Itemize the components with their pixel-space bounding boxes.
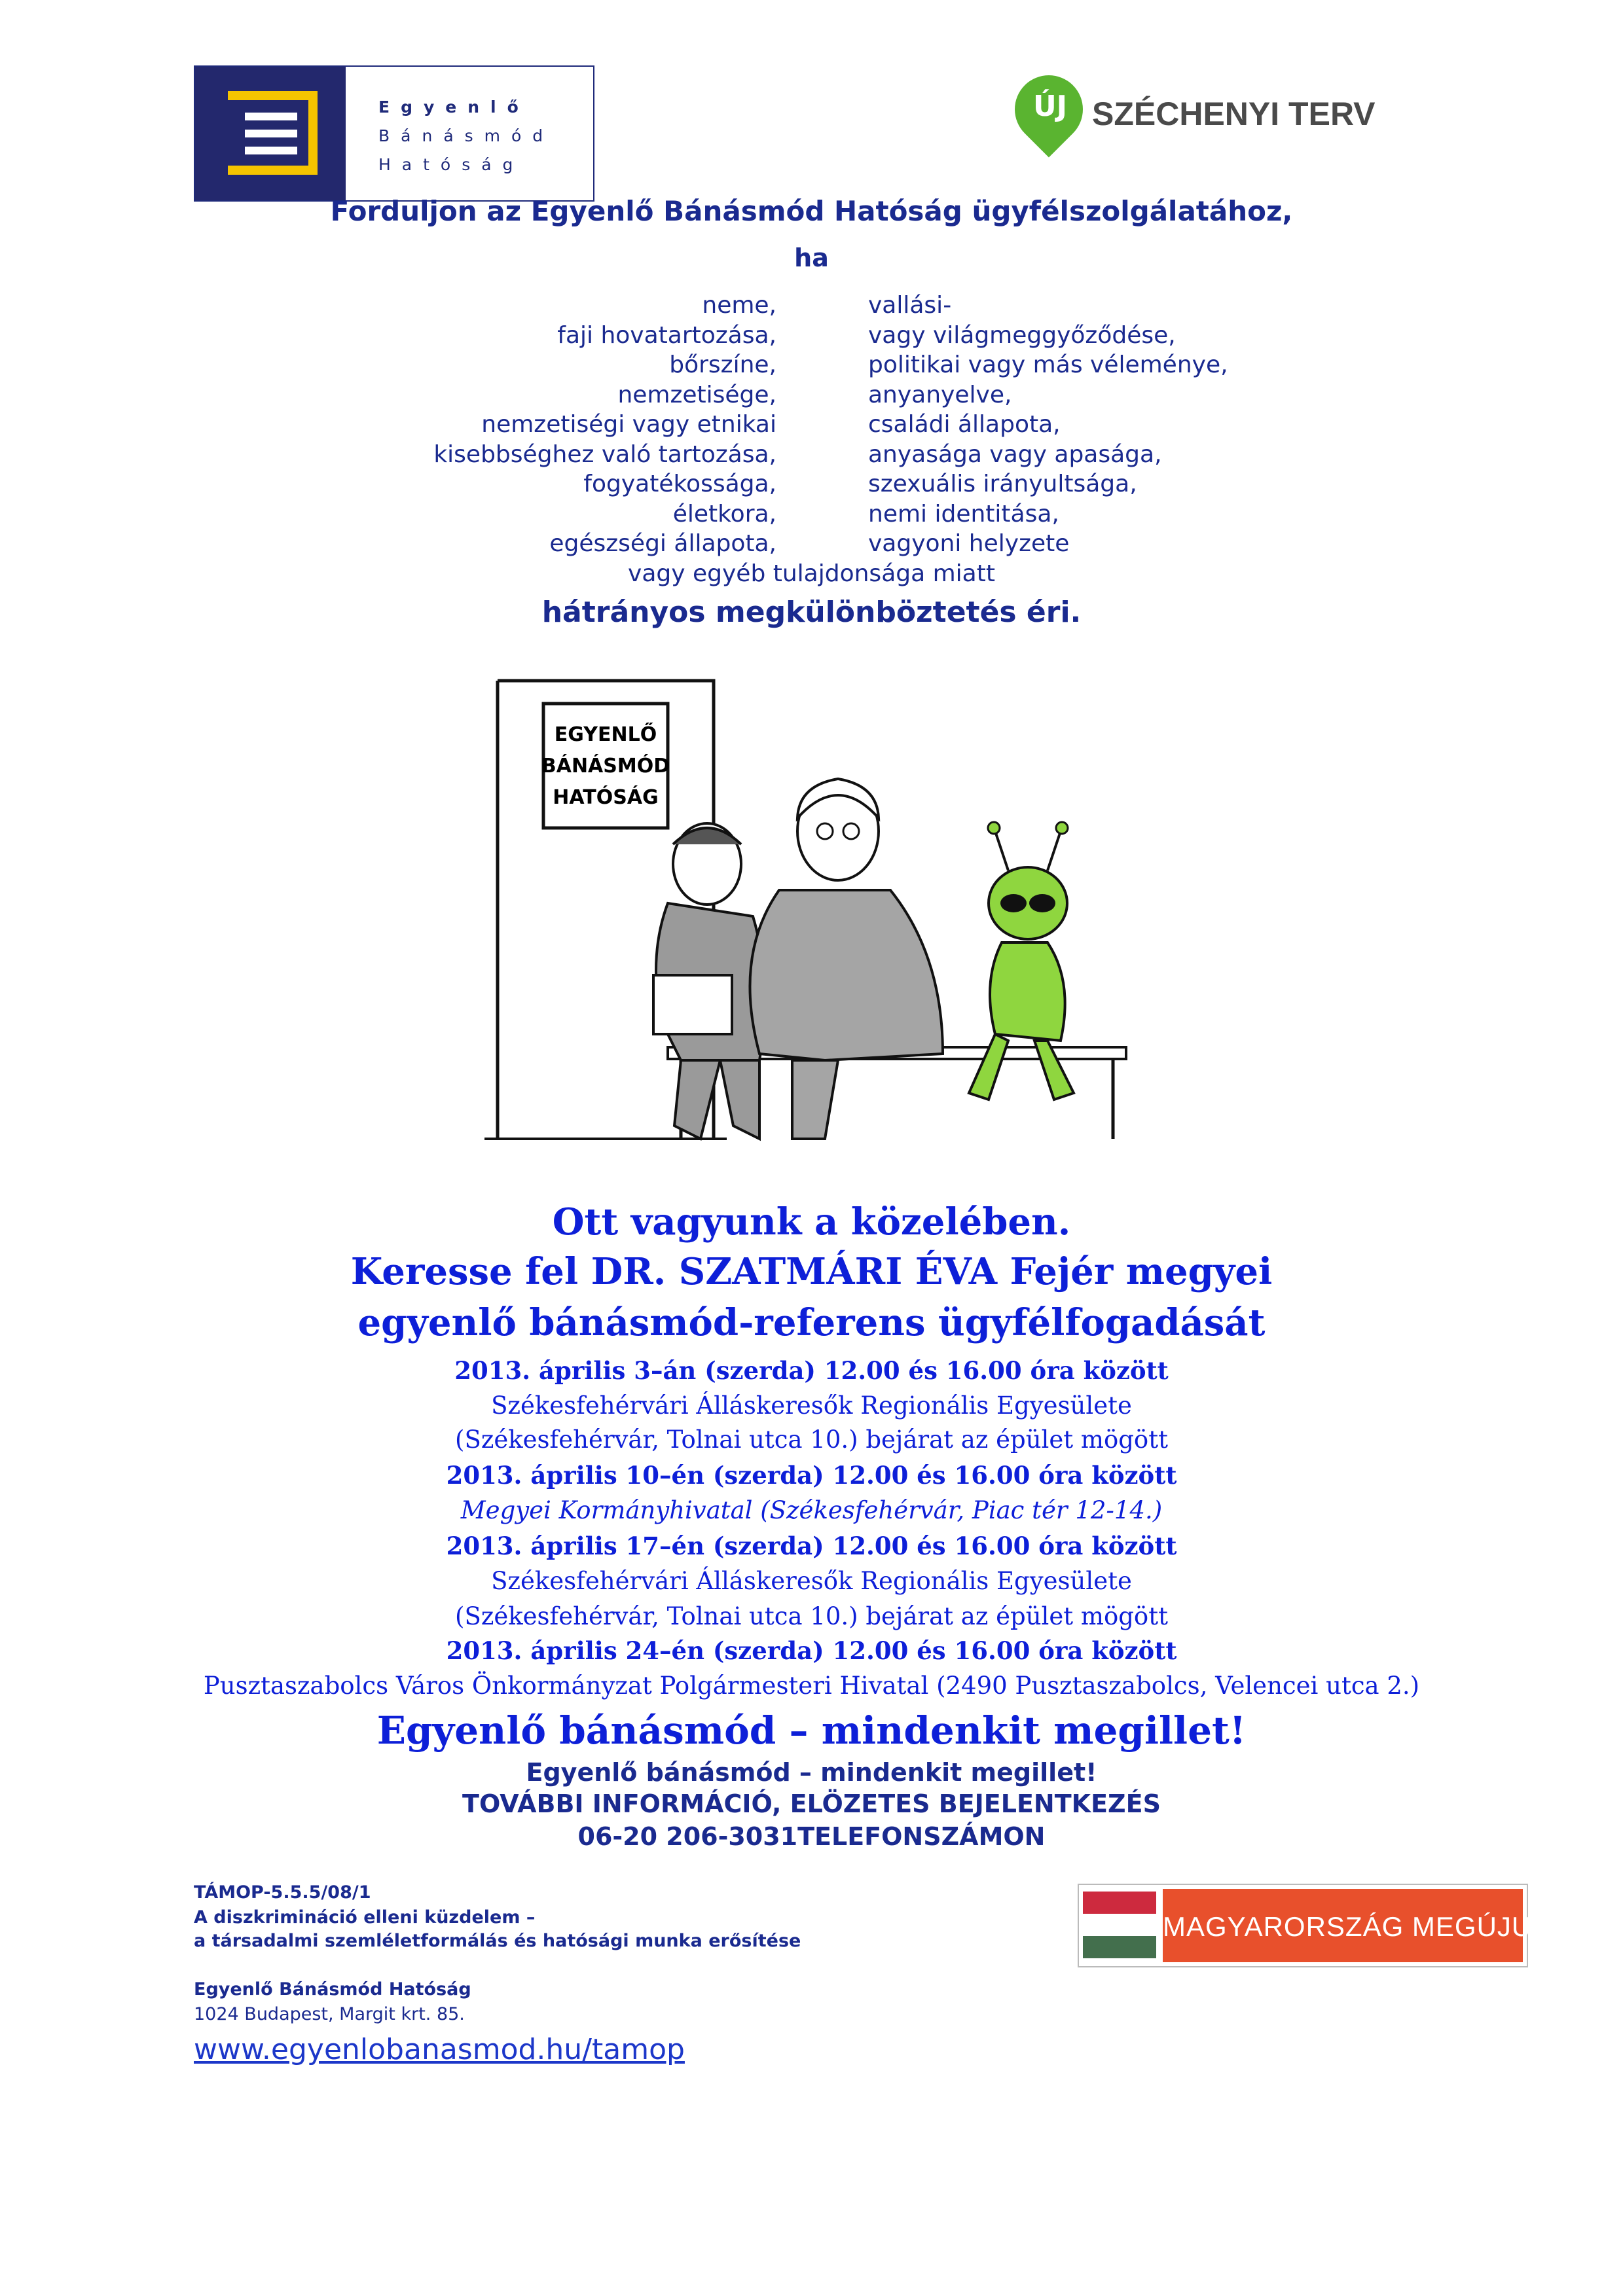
headline-line: egyenlő bánásmód-referens ügyfélfogadását	[357, 1301, 1266, 1344]
ground-item: vagy világmeggyőződése,	[868, 321, 1176, 349]
ebh-logo-mark	[195, 67, 346, 200]
phone-line: 06-20 206-3031TELEFONSZÁMON	[577, 1822, 1046, 1851]
sign-line: EGYENLŐ	[554, 723, 657, 746]
ground-item: vallási-	[868, 292, 952, 319]
project-line: A diszkrimináció elleni küzdelem –	[194, 1907, 536, 1928]
sign-line: HATÓSÁG	[553, 786, 659, 809]
cartoon-illustration	[484, 668, 1139, 1165]
ebh-logo	[194, 65, 594, 202]
motto-headline: Egyenlő bánásmód – mindenkit megillet!	[376, 1708, 1247, 1753]
grounds-right-column	[868, 291, 1228, 559]
ground-item: anyanyelve,	[868, 381, 1012, 408]
headline-line: Ott vagyunk a közelében.	[552, 1200, 1071, 1244]
hungarian-flag-icon	[1083, 1892, 1156, 1958]
conclusion-text: hátrányos megkülönböztetés éri.	[541, 596, 1082, 629]
org-address: 1024 Budapest, Margit krt. 85.	[194, 2004, 465, 2024]
mm-logo-band	[1163, 1889, 1548, 1962]
sign-line: BÁNÁSMÓD	[541, 755, 670, 778]
ebh-logo-text	[378, 93, 554, 179]
woman-figure	[750, 779, 943, 1139]
schedule-venue: Székesfehérvári Álláskeresők Regionális Egyesülete	[491, 1567, 1132, 1595]
ebh-logo-glyph	[195, 67, 346, 200]
schedule-venue: (Székesfehérvár, Tolnai utca 10.) bejárat az épület mögött	[455, 1602, 1168, 1630]
ground-item: életkora,	[672, 500, 776, 528]
ground-item: bőrszíne,	[669, 351, 776, 378]
magyarorszag-megujul-logo	[1078, 1884, 1548, 1967]
ground-item: nemzetisége,	[617, 381, 776, 408]
ground-item: szexuális irányultsága,	[868, 471, 1137, 497]
ground-item: egészségi állapota,	[549, 530, 776, 557]
schedule-date: 2013. április 24–én (szerda) 12.00 és 16.00 óra között	[446, 1636, 1177, 1665]
grounds-tail: vagy egyéb tulajdonsága miatt	[628, 560, 995, 587]
ground-item: politikai vagy más véleménye,	[868, 351, 1228, 378]
ground-item: kisebbséghez való tartozása,	[433, 440, 776, 468]
ebh-logo-line: Egyenlő	[378, 98, 530, 117]
ground-item: vagyoni helyzete	[868, 530, 1070, 557]
info-line: TOVÁBBI INFORMÁCIÓ, ELÖZETES BEJELENTKEZÉS	[462, 1789, 1161, 1818]
schedule-date: 2013. április 10–én (szerda) 12.00 és 16.00 óra között	[446, 1461, 1177, 1490]
szechenyi-name: SZÉCHENYI TERV	[1092, 96, 1376, 132]
project-line: a társadalmi szemléletformálás és hatósági munka erősítése	[194, 1931, 801, 1951]
tamop-link[interactable]: www.egyenlobanasmod.hu/tamop	[194, 2033, 685, 2066]
ha-text: ha	[794, 243, 829, 272]
schedule-venue: Székesfehérvári Álláskeresők Regionális Egyesülete	[491, 1391, 1132, 1420]
ground-item: nemzetiségi vagy etnikai	[481, 411, 776, 438]
schedule-venue: Megyei Kormányhivatal (Székesfehérvár, Piac tér 12-14.)	[460, 1496, 1163, 1524]
ground-item: anyasága vagy apasága,	[868, 440, 1162, 468]
ebh-logo-line: Hatóság	[378, 155, 524, 174]
schedule-venue: Pusztaszabolcs Város Önkormányzat Polgármesteri Hivatal (2490 Pusztaszabolcs, Velencei utca 2.)	[203, 1672, 1420, 1700]
ground-item: nemi identitása,	[868, 500, 1059, 528]
schedule-date: 2013. április 3–án (szerda) 12.00 és 16.00 óra között	[454, 1356, 1169, 1385]
szechenyi-uj: ÚJ	[1032, 90, 1068, 123]
ground-item: faji hovatartozása,	[557, 321, 776, 349]
motto-subline: Egyenlő bánásmód – mindenkit megillet!	[526, 1758, 1097, 1787]
man-figure	[653, 823, 765, 1139]
ground-item: családi állapota,	[868, 411, 1061, 438]
schedule-venue: (Székesfehérvár, Tolnai utca 10.) bejárat az épület mögött	[455, 1426, 1168, 1454]
grounds-left-column	[0, 291, 776, 559]
intro-text: Forduljon az Egyenlő Bánásmód Hatóság ügyfélszolgálatához,	[330, 195, 1293, 227]
org-name: Egyenlő Bánásmód Hatóság	[194, 1979, 471, 2000]
schedule-date: 2013. április 17–én (szerda) 12.00 és 16.00 óra között	[446, 1532, 1177, 1560]
szechenyi-terv-logo	[1015, 75, 1395, 154]
mm-logo-text: MAGYARORSZÁG MEGÚJUL	[1163, 1911, 1548, 1942]
ebh-logo-line: Bánásmód	[378, 126, 555, 145]
ground-item: fogyatékossága,	[583, 471, 776, 497]
cartoon-svg	[484, 668, 1139, 1165]
headline-line: Keresse fel DR. SZATMÁRI ÉVA Fejér megyei	[350, 1250, 1273, 1293]
project-code: TÁMOP-5.5.5/08/1	[194, 1882, 371, 1903]
ground-item: neme,	[702, 292, 776, 319]
